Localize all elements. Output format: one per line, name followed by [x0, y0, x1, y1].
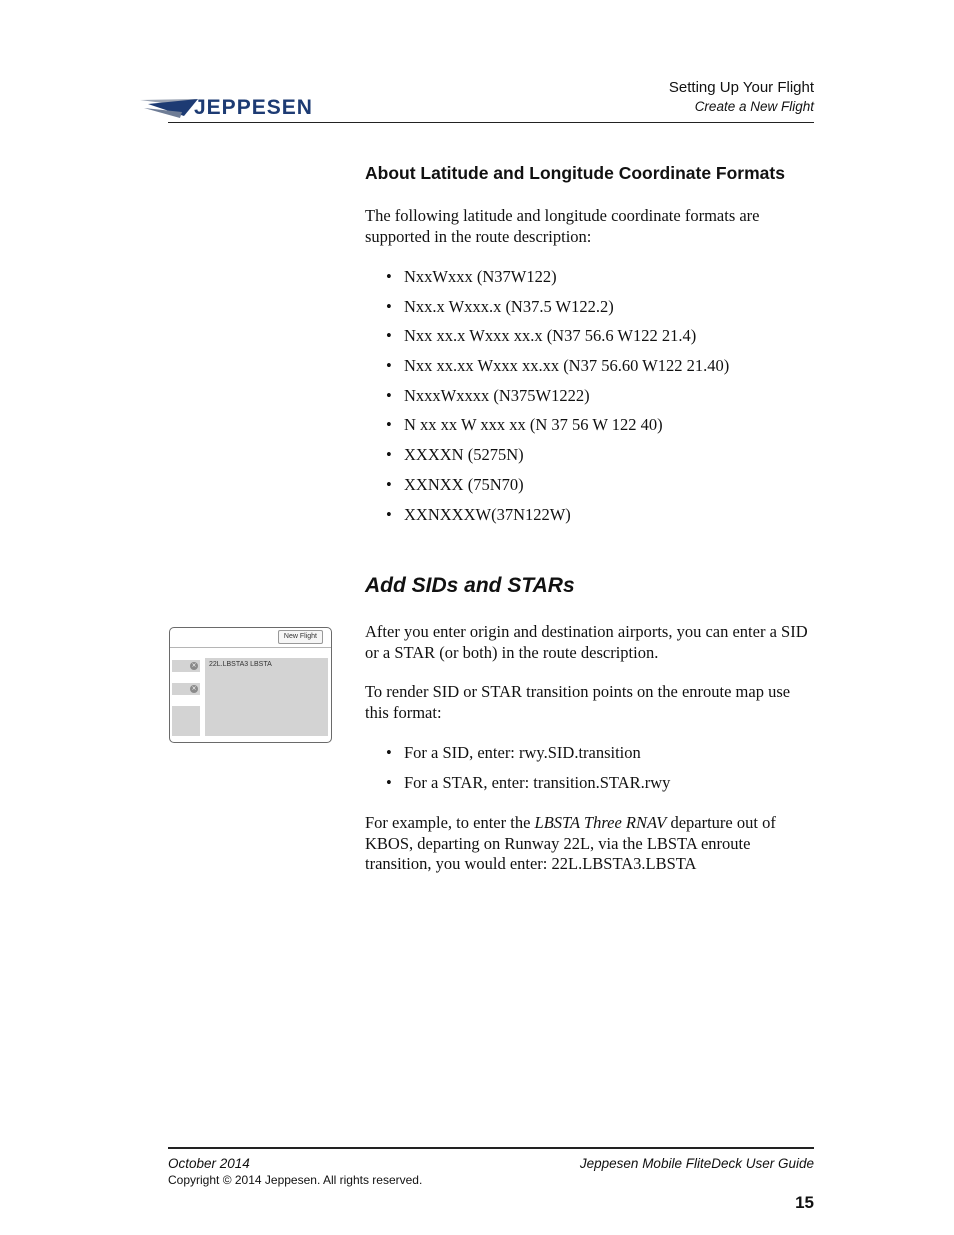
logo-wordmark: JEPPESEN [194, 96, 313, 119]
screenshot-side-panel [172, 706, 200, 736]
example-suffix: departure out of KBOS, departing on Runway 22L, via the LBSTA enroute transition, you would enter: 22L.LBSTA3.LBSTA [365, 813, 776, 873]
footer-rule [168, 1147, 814, 1149]
list-item: • NxxxWxxxx (N375W1222) [386, 386, 816, 406]
list-item: • XXNXX (75N70) [386, 475, 816, 495]
list-item: • Nxx xx.xx Wxxx xx.xx (N37 56.60 W122 21.40) [386, 356, 816, 376]
list-item: • For a STAR, enter: transition.STAR.rwy [386, 773, 816, 793]
list-item: • For a SID, enter: rwy.SID.transition [386, 743, 816, 763]
coordinate-formats-intro: The following latitude and longitude coordinate formats are supported in the route description: [365, 206, 760, 246]
sids-stars-intro: After you enter origin and destination airports, you can enter a SID or a STAR (or both) in the route description. [365, 622, 808, 662]
header-rule [168, 122, 814, 123]
clear-icon[interactable]: × [191, 685, 197, 692]
route-description-field[interactable] [205, 658, 328, 736]
route-value: 22L.LBSTA3 LBSTA [209, 661, 272, 668]
transition-format-intro: To render SID or STAR transition points on the enroute map use this format: [365, 682, 791, 722]
clear-icon[interactable]: × [191, 662, 197, 669]
footer-date: October 2014 [168, 1156, 250, 1171]
footer-guide-title: Jeppesen Mobile FliteDeck User Guide [579, 1156, 814, 1171]
list-item: • Nxx xx.x Wxxx xx.x (N37 56.6 W122 21.4) [386, 326, 816, 346]
section-heading-coordinate-formats: About Latitude and Longitude Coordinate Formats [365, 163, 785, 183]
list-item: • XXXXN (5275N) [386, 445, 816, 465]
footer-copyright: Copyright © 2014 Jeppesen. All rights reserved. [168, 1173, 423, 1187]
list-item: • Nxx.x Wxxx.x (N37.5 W122.2) [386, 297, 816, 317]
new-flight-button[interactable]: New Flight [278, 630, 323, 644]
transition-format-list [386, 743, 816, 793]
list-item: • XXNXXXW(37N122W) [386, 505, 816, 525]
example-prefix: For example, to enter the [365, 813, 535, 832]
example-paragraph [365, 813, 815, 875]
route-entry-screenshot [169, 627, 332, 743]
page-number: 15 [795, 1193, 814, 1212]
jeppesen-logo [140, 96, 345, 122]
list-item: • N xx xx W xxx xx (N 37 56 W 122 40) [386, 415, 816, 435]
running-header-title: Setting Up Your Flight [668, 79, 814, 96]
destination-row [172, 683, 200, 695]
example-procedure-name: LBSTA Three RNAV [534, 813, 667, 832]
running-header-subtitle: Create a New Flight [694, 99, 814, 114]
coordinate-formats-list [386, 267, 816, 525]
screenshot-divider [170, 647, 331, 648]
list-item: • NxxWxxx (N37W122) [386, 267, 816, 287]
origin-row [172, 660, 200, 672]
section-heading-sids-stars: Add SIDs and STARs [365, 574, 575, 597]
